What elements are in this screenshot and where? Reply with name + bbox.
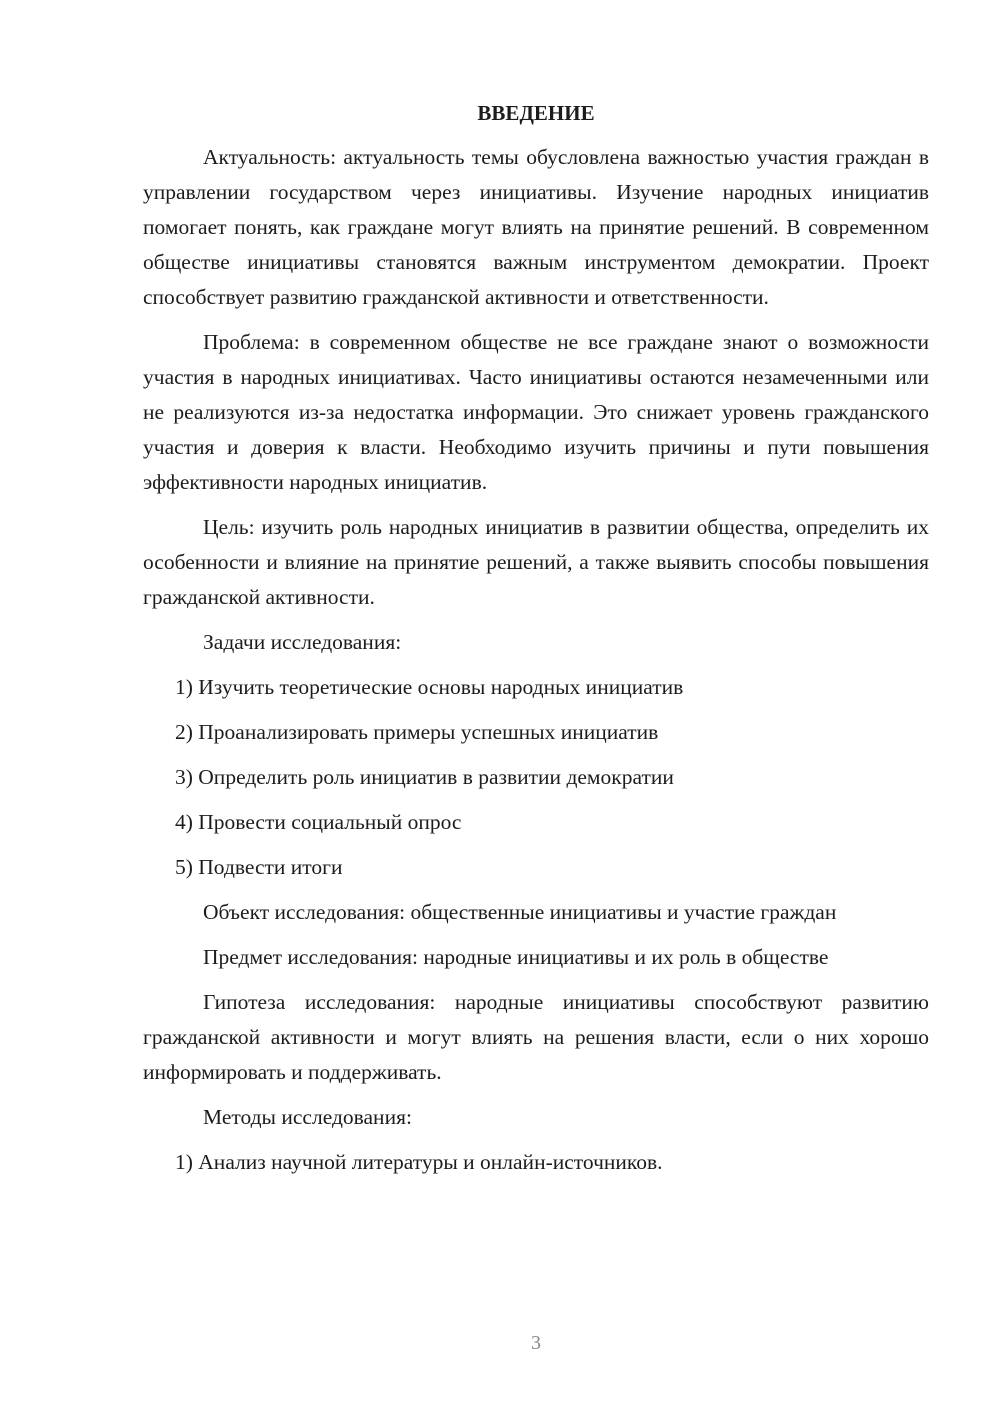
- tasks-heading: Задачи исследования:: [203, 630, 402, 654]
- task-item: 4) Провести социальный опрос: [175, 810, 462, 834]
- task-item: 2) Проанализировать примеры успешных инициатив: [175, 720, 659, 744]
- methods-heading: Методы исследования:: [203, 1105, 412, 1129]
- problem-paragraph: Проблема: в современном обществе не все граждане знают о возможности участия в народных инициативах. Часто инициативы остаются незамеченными или не реализуются из-за недостатка информации. Это снижает уровень гражданского участия и доверия к власти. Необходимо изучить причины и пути повышения эффективности народных инициатив.: [143, 330, 929, 494]
- hypothesis-paragraph: Гипотеза исследования: народные инициативы способствуют развитию гражданской активности и могут влиять на решения власти, если о них хорошо информировать и поддерживать.: [143, 990, 929, 1084]
- page-number: 3: [531, 1332, 541, 1354]
- section-title: ВВЕДЕНИЕ: [477, 101, 595, 125]
- relevance-paragraph: Актуальность: актуальность темы обусловлена важностью участия граждан в управлении государством через инициативы. Изучение народных инициатив помогает понять, как граждане могут влиять на принятие решений. В современном обществе инициативы становятся важным инструментом демократии. Проект способствует развитию гражданской активности и ответственности.: [143, 145, 929, 309]
- task-item: 3) Определить роль инициатив в развитии демократии: [175, 765, 674, 789]
- document-page: [143, 96, 929, 1190]
- object-paragraph: Объект исследования: общественные инициативы и участие граждан: [203, 900, 837, 924]
- subject-paragraph: Предмет исследования: народные инициативы и их роль в обществе: [203, 945, 829, 969]
- task-item: 1) Изучить теоретические основы народных инициатив: [175, 675, 684, 699]
- goal-paragraph: Цель: изучить роль народных инициатив в развитии общества, определить их особенности и влияние на принятие решений, а также выявить способы повышения гражданской активности.: [143, 515, 929, 609]
- method-item: 1) Анализ научной литературы и онлайн-источников.: [175, 1150, 663, 1174]
- task-item: 5) Подвести итоги: [175, 855, 343, 879]
